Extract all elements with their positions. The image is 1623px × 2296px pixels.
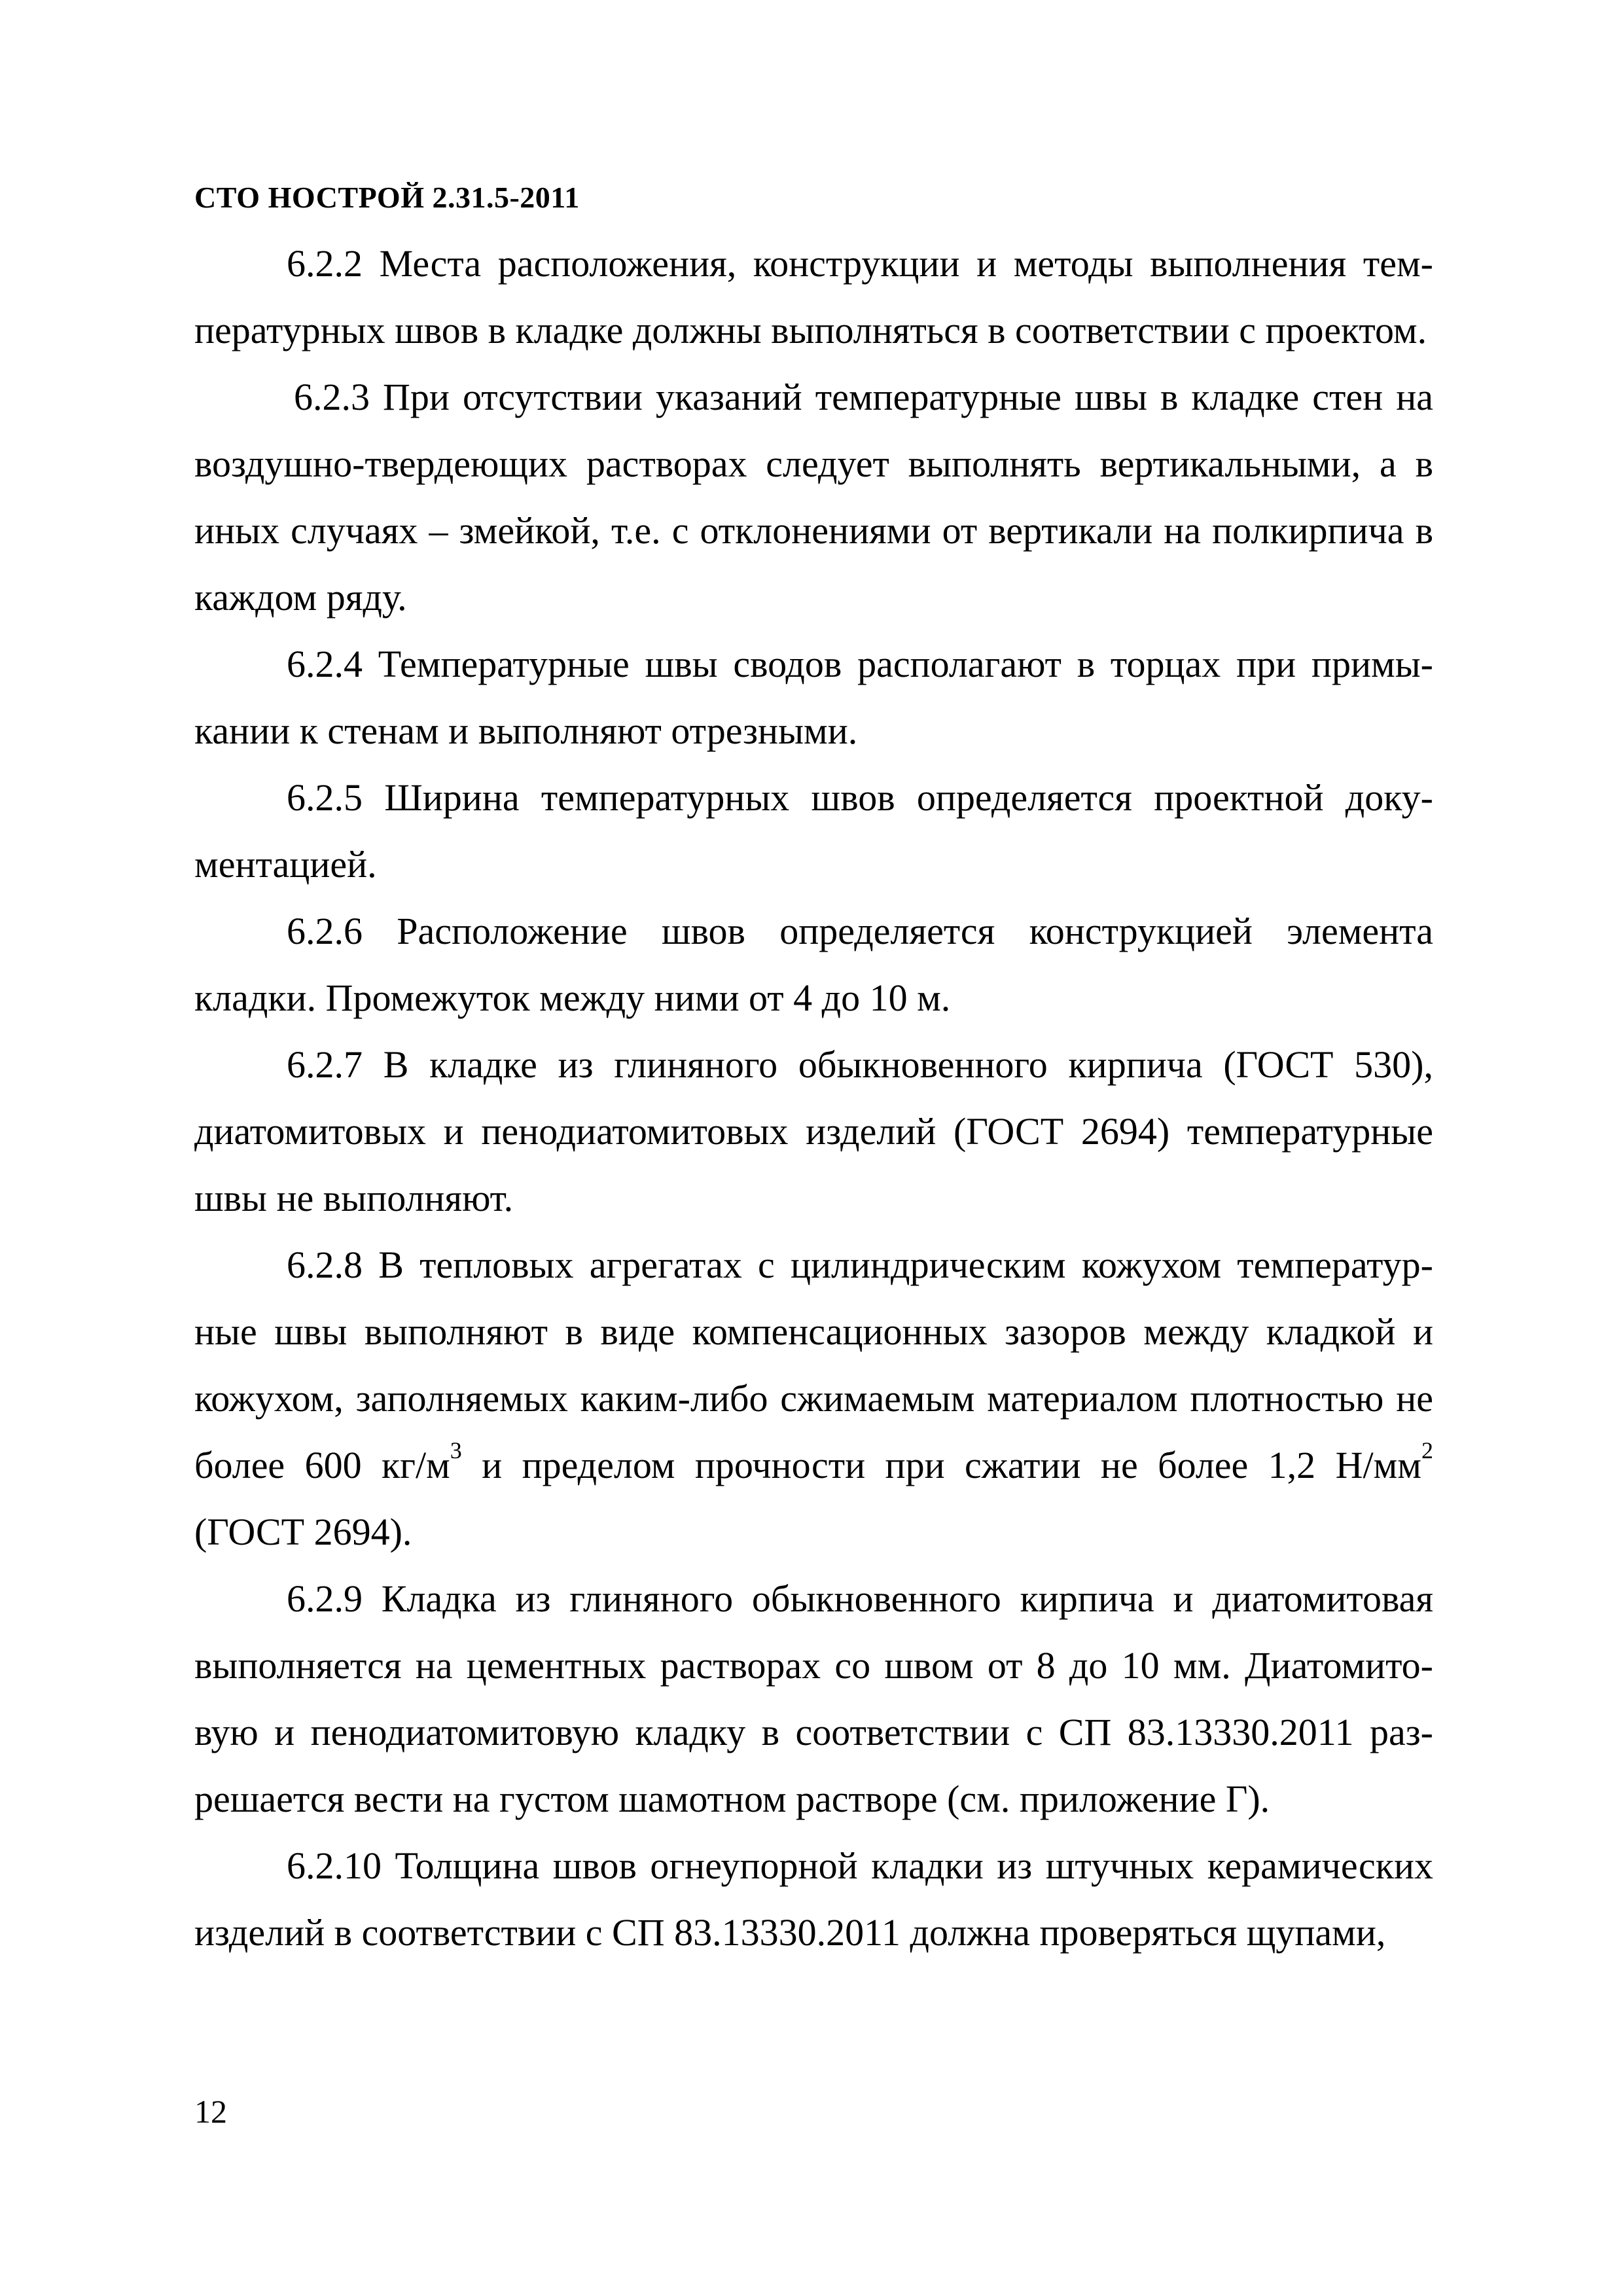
paragraph-6-2-8-text-3: (ГОСТ 2694). xyxy=(194,1511,412,1553)
paragraph-6-2-8 xyxy=(194,1232,1433,1566)
page-number: 12 xyxy=(194,2093,227,2130)
paragraph-6-2-5: 6.2.5 Ширина температурных швов определяется проектной документацией. xyxy=(194,776,1433,886)
paragraph-6-2-8-text-1: 6.2.8 В тепловых агрегатах с цилиндрическим кожухом температурные швы выполняют в виде компенсационных зазоров между кладкой и кожухом, заполняемых каким-либо сжимаемым материалом плотностью не более 600 кг/м xyxy=(194,1244,1433,1486)
paragraph-6-2-6: 6.2.6 Расположение швов определяется конструкцией элемента кладки. Промежуток между ними от 4 до 10 м. xyxy=(194,910,1433,1019)
paragraph-6-2-10: 6.2.10 Толщина швов огнеупорной кладки из штучных керамических изделий в соответствии с СП 83.13330.2011 должна проверяться щупами, xyxy=(194,1844,1433,1954)
superscript-cubic: 3 xyxy=(450,1437,462,1463)
paragraph-6-2-4: 6.2.4 Температурные швы сводов располагают в торцах при примыкании к стенам и выполняют отрезными. xyxy=(194,643,1433,752)
paragraph-6-2-2: 6.2.2 Места расположения, конструкции и методы выполнения температурных швов в кладке должны выполняться в соответствии с проектом. xyxy=(194,242,1433,351)
paragraph-6-2-7: 6.2.7 В кладке из глиняного обыкновенного кирпича (ГОСТ 530), диатомитовых и пенодиатомитовых изделий (ГОСТ 2694) температурные швы не выполняют. xyxy=(194,1043,1433,1219)
paragraph-6-2-8-text-2: и пределом прочности при сжатии не более 1,2 Н/мм xyxy=(461,1444,1421,1486)
document-body xyxy=(194,230,1433,1966)
document-code-header: СТО НОСТРОЙ 2.31.5-2011 xyxy=(194,181,580,214)
paragraph-6-2-3: 6.2.3 При отсутствии указаний температурные швы в кладке стен на воздушно-твердеющих растворах следует выполнять вертикальными, а в иных случаях – змейкой, т.е. с отклонениями от вертикали на полкирпича в каждом ряду. xyxy=(194,376,1433,619)
paragraph-6-2-9: 6.2.9 Кладка из глиняного обыкновенного кирпича и диатомитовая выполняется на цементных растворах со швом от 8 до 10 мм. Диатомитовую и пенодиатомитовую кладку в соответствии с СП 83.13330.2011 разрешается вести на густом шамотном растворе (см. приложение Г). xyxy=(194,1577,1433,1820)
superscript-square: 2 xyxy=(1421,1437,1433,1463)
